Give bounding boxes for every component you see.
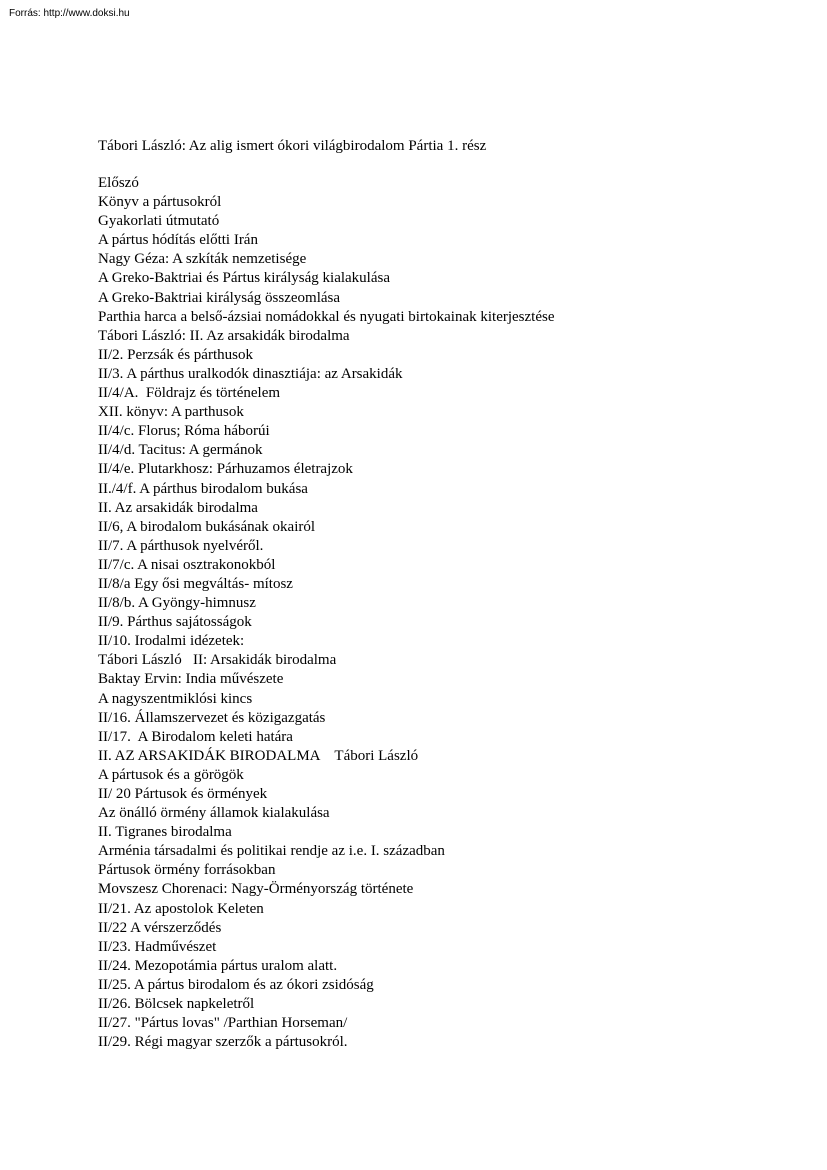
toc-item: II/16. Államszervezet és közigazgatás <box>98 709 326 726</box>
toc-item: Előszó <box>98 175 139 191</box>
toc-item: A Greko-Baktriai királyság összeomlása <box>98 289 341 306</box>
toc-item: Parthia harca a belső-ázsiai nomádokkal és nyugati birtokainak kiterjesztése <box>98 308 555 325</box>
toc-item: II/22 A vérszerződés <box>98 919 222 936</box>
toc-item: II/4/c. Florus; Róma háborúi <box>98 423 270 440</box>
toc-item: II/4/d. Tacitus: A germánok <box>98 442 263 459</box>
toc-item: II/27. "Pártus lovas" /Parthian Horseman/ <box>98 1015 348 1032</box>
toc-item: Az önálló örmény államok kialakulása <box>98 805 330 822</box>
toc-item: Pártusok örmény forrásokban <box>98 862 276 879</box>
toc-item: II/7/c. A nisai osztrakonokból <box>98 556 276 573</box>
toc-item: II/29. Régi magyar szerzők a pártusokról. <box>98 1034 348 1051</box>
toc-item: A pártusok és a görögök <box>98 766 244 783</box>
toc-item: Tábori László II: Arsakidák birodalma <box>98 652 337 669</box>
toc-item: II/9. Párthus sajátosságok <box>98 614 252 631</box>
toc-item: II. Tigranes birodalma <box>98 824 232 841</box>
toc-item: Arménia társadalmi és politikai rendje az i.e. I. században <box>98 843 445 860</box>
toc-item: A nagyszentmiklósi kincs <box>98 690 253 707</box>
toc-item: II/3. A párthus uralkodók dinasztiája: az Arsakidák <box>98 365 403 382</box>
toc-item: II/7. A párthusok nyelvéről. <box>98 537 264 554</box>
toc-item: II/24. Mezopotámia pártus uralom alatt. <box>98 957 338 974</box>
toc-item: II/6, A birodalom bukásának okairól <box>98 518 316 535</box>
toc-item: A pártus hódítás előtti Irán <box>98 232 258 249</box>
source-attribution: Forrás: http://www.doksi.hu <box>9 8 130 19</box>
document-title: Tábori László: Az alig ismert ókori világbirodalom Pártia 1. rész <box>98 138 487 154</box>
toc-item: II/4/e. Plutarkhosz: Párhuzamos életrajzok <box>98 461 353 478</box>
toc-item: II. Az arsakidák birodalma <box>98 499 258 516</box>
toc-item: Tábori László: II. Az arsakidák birodalma <box>98 327 350 344</box>
toc-item: XII. könyv: A parthusok <box>98 404 244 421</box>
toc-item: II/4/A. Földrajz és történelem <box>98 385 281 402</box>
toc-item: II/8/b. A Gyöngy-himnusz <box>98 595 256 612</box>
toc-item: II./4/f. A párthus birodalom bukása <box>98 480 308 497</box>
toc-item: II/2. Perzsák és párthusok <box>98 346 253 363</box>
toc-item: II/21. Az apostolok Keleten <box>98 900 264 917</box>
toc-item: Könyv a pártusokról <box>98 194 222 211</box>
toc-item: A Greko-Baktriai és Pártus királyság kialakulása <box>98 270 391 287</box>
toc-item: II. AZ ARSAKIDÁK BIRODALMA Tábori László <box>98 747 419 764</box>
toc-item: Movszesz Chorenaci: Nagy-Örményország története <box>98 881 414 898</box>
toc-item: II/10. Irodalmi idézetek: <box>98 633 245 650</box>
toc-item: Gyakorlati útmutató <box>98 213 220 230</box>
table-of-contents <box>98 174 555 1052</box>
toc-item: II/25. A pártus birodalom és az ókori zsidóság <box>98 976 374 993</box>
toc-item: Nagy Géza: A szkíták nemzetisége <box>98 251 307 268</box>
toc-item: II/8/a Egy ősi megváltás- mítosz <box>98 575 293 592</box>
toc-item: Baktay Ervin: India művészete <box>98 671 284 688</box>
toc-item: II/ 20 Pártusok és örmények <box>98 786 268 802</box>
toc-item: II/23. Hadművészet <box>98 938 217 955</box>
toc-item: II/26. Bölcsek napkeletről <box>98 996 255 1013</box>
toc-item: II/17. A Birodalom keleti határa <box>98 728 293 745</box>
